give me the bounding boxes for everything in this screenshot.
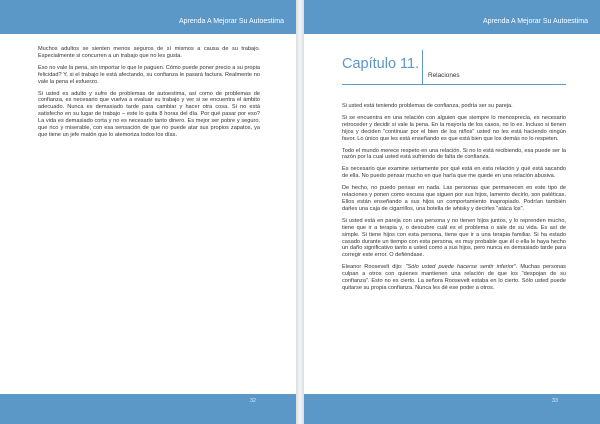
paragraph: De hecho, no puedo pensar en nada. Las personas que permanecen en este tipo de relaciones y ponen como excusa que siguen por sus hijos, lamento decirlo, son patéticas. Ellos están enseñando a sus hijos un comportamiento inapropiado. Podrían también darles una caja de cigarrillos, una botella de whisky y decirles "atáca los". bbox=[342, 185, 566, 212]
chapter-title: Capítulo 11. bbox=[342, 56, 420, 72]
quote-intro: Eleanor Roosevelt dijo: bbox=[342, 264, 406, 271]
left-page bbox=[0, 0, 296, 424]
quote-text: "Sólo usted puede hacerse sentir inferior". bbox=[405, 264, 518, 271]
paragraph: Si usted es adulto y sufre de problemas de autoestima, así como de problemas de confianza, es necesario que vuelva a evaluar su trabajo y ver si se encuentra el ámbito adecuado. Nunca es demasiado tarde para cambiar y hacer otra cosa. Si no está satisfecho en su lugar de trabajo – este lo quita 8 horas del día. Por qué pasar por eso? La vida es demasiado corta y no es necesario tanto dinero. Es mejor ser pobre y seguro, que rico y miserable, con esa sensación de que no puede atar sus propios zapatos, ya que tiene un jefe matón que lo atemoriza todos los días. bbox=[38, 90, 260, 138]
page-footer bbox=[0, 394, 296, 424]
right-page bbox=[304, 0, 600, 424]
paragraph: Eso no vale la pena, sin importar lo que le paguen. Cómo puede poner precio a su propia felicidad? Y, si el trabajo le está afectando, su confianza le pasará factura. Realmente no vale la pena el esfuerzo. bbox=[38, 64, 260, 85]
paragraph: Es necesario que examine seriamente por qué está en esta relación y qué está sacando de ella. No puedo pensar mucho en que haría que me quede en una relación abusiva. bbox=[342, 166, 566, 180]
paragraph: Todo el mundo merece respeto en una relación. Si no lo está recibiendo, esa puede ser la razón por la cual usted está sufriendo de falta de confianza. bbox=[342, 147, 566, 161]
chapter-divider bbox=[422, 50, 423, 84]
page-body bbox=[342, 103, 566, 297]
book-gutter bbox=[296, 0, 304, 424]
chapter-underline bbox=[342, 84, 566, 85]
header-title: Aprenda A Mejorar Su Autoestima bbox=[482, 18, 588, 25]
paragraph: Muchos adultos se sienten menos seguros de sí mismos a causa de su trabajo. Especialmente si concurren a un trabajo que no les gusta. bbox=[38, 46, 260, 59]
paragraph: Muchas personas culpan a otros con quienes mantienen una relación de que los "despojan de su confianza". Esto no es cierto. La señora Roosevelt estaba en lo cierto. Sólo usted puede quitarse su propia confianza. Nunca les dé ese poder a otros. bbox=[342, 264, 566, 291]
page-header bbox=[304, 0, 600, 34]
paragraph: Si se encuentra en una relación con alguien que siempre lo menosprecia, es necesario retroceder y decidir si vale la pena. En la mayoría de los casos, no lo es. Incluso si tienen hijos y deciden "continuar por el bien de los niños" usted no les está haciendo ningún favor. Lo único que les está enseñando es que está bien que los demás no lo respeten. bbox=[342, 114, 566, 142]
page-number: 32 bbox=[249, 398, 256, 404]
chapter-subtitle: Relaciones bbox=[428, 72, 460, 79]
page-body bbox=[38, 46, 260, 144]
quote-paragraph bbox=[342, 264, 566, 292]
header-title: Aprenda A Mejorar Su Autoestima bbox=[178, 18, 284, 25]
paragraph: Si usted está en pareja con una persona y no tienen hijos juntos, y lo reprenden mucho, tiene que ir a terapia y, o descubre cuál es el problema o sale de su vida. Es así de simple. Si tiene hijos con esta persona, tiene que ir a una terapia familiar. Si ha estado casado durante un tiempo con esta persona, es muy probable que él o ella le haya hecho un daño significativo tanto a usted como a sus hijos, pero nunca es demasiado tarde para corregir este error. O defiéndase. bbox=[342, 217, 566, 259]
page-footer bbox=[304, 394, 600, 424]
page-number: 33 bbox=[551, 398, 558, 404]
paragraph: Si usted está teniendo problemas de confianza, podría ser su pareja. bbox=[342, 103, 513, 109]
page-header bbox=[0, 0, 296, 34]
